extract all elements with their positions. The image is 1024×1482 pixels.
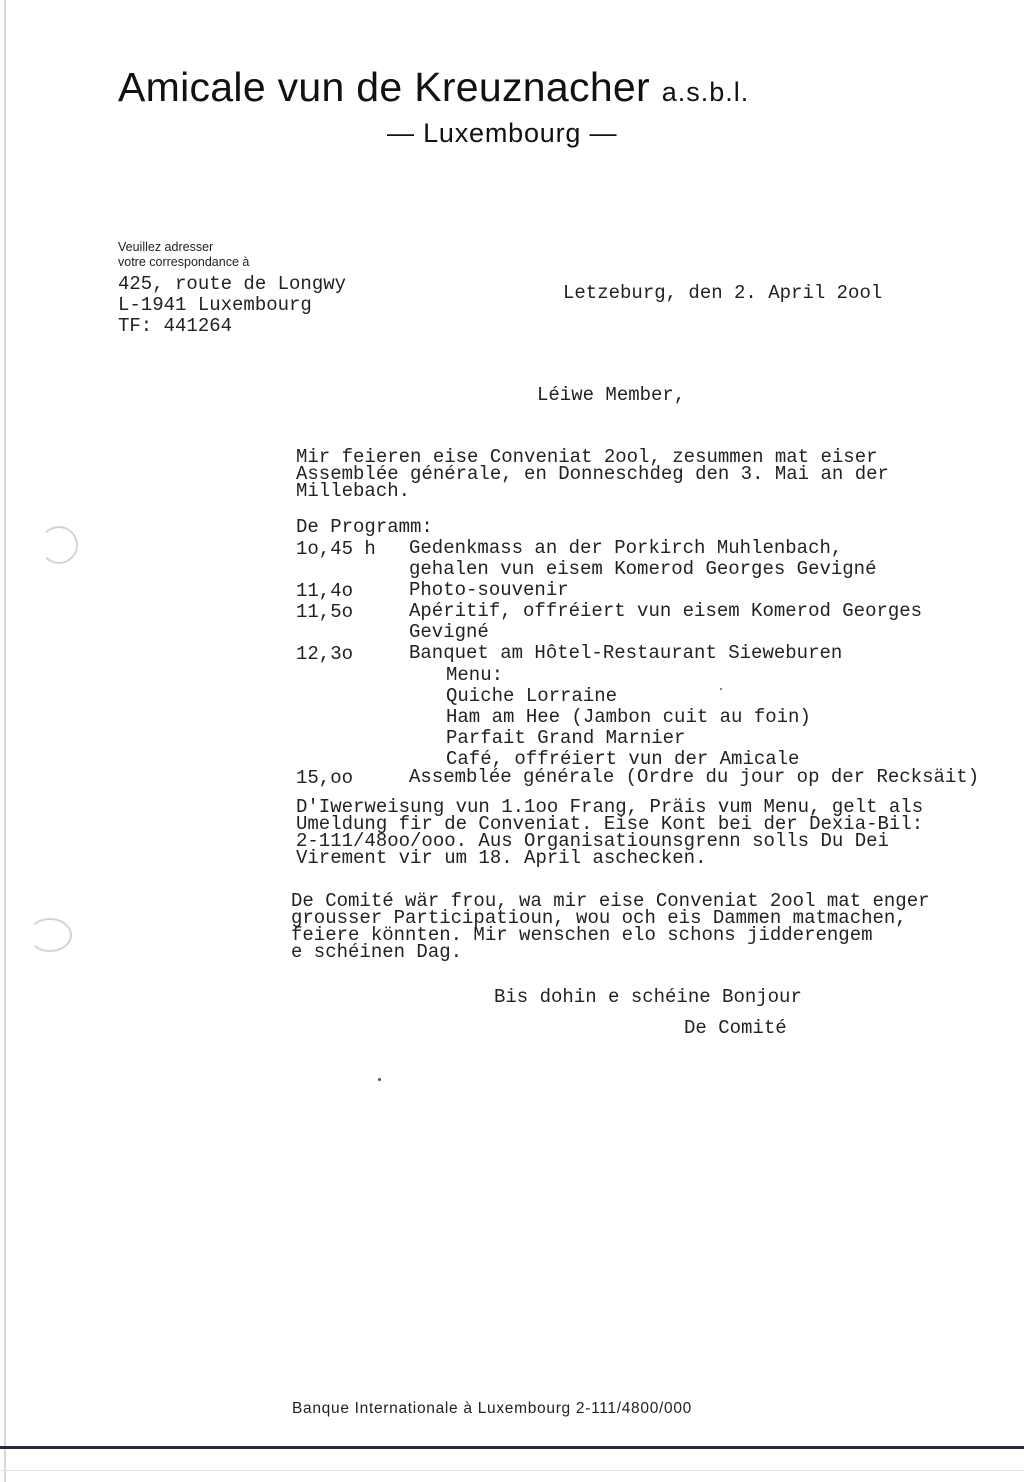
address-street: 425, route de Longwy	[118, 273, 347, 295]
sender-address	[118, 274, 346, 337]
paragraph-line: Umeldung fir de Conveniat. Eise Kont bei der Dexia-Bil:	[296, 813, 924, 835]
bank-footer: Banque Internationale à Luxembourg 2-111/4800/000	[292, 1400, 692, 1417]
page-edge-line	[4, 0, 6, 1482]
programme-time: 15,oo	[296, 767, 354, 789]
letter-date: Letzeburg, den 2. April 2ool	[563, 282, 883, 304]
menu-item: Ham am Hee (Jambon cuit au foin)	[446, 706, 811, 728]
paragraph-line: feiere könnten. Mir wenschen elo schons jidderengem	[291, 924, 873, 946]
org-name-text: Amicale vun de Kreuznacher	[118, 64, 650, 110]
programme-time: 12,3o	[296, 643, 354, 665]
event-line: Gevigné	[409, 621, 489, 643]
paragraph-line: Virement vir um 18. April aschecken.	[296, 847, 707, 869]
closing-paragraph	[291, 890, 930, 963]
correspondence-note	[118, 240, 249, 270]
punch-hole-mark	[40, 526, 78, 564]
event-line: Apéritif, offréiert vun eisem Komerod Georges	[409, 600, 923, 622]
event-line: Banquet am Hôtel-Restaurant Sieweburen	[409, 642, 843, 664]
punch-hole-mark	[28, 918, 72, 952]
event-line: Gedenkmass an der Porkirch Muhlenbach,	[409, 537, 843, 559]
paragraph-line: 2-111/48oo/ooo. Aus Organisatiounsgrenn solls Du Dei	[296, 830, 889, 852]
programme-event	[409, 538, 876, 580]
payment-paragraph	[296, 796, 924, 869]
scan-speck	[378, 1078, 381, 1081]
bottom-rule-faint	[0, 1470, 1024, 1471]
paragraph-line: D'Iwerweisung vun 1.1oo Frang, Präis vum Menu, gelt als	[296, 796, 924, 818]
letterhead-org-name	[118, 64, 749, 111]
farewell: Bis dohin e schéine Bonjour	[494, 986, 802, 1008]
paragraph-line: grousser Participatioun, wou och eis Dammen matmachen,	[291, 907, 907, 929]
event-line: Assemblée générale (Ordre du jour op der Recksäit)	[409, 767, 980, 788]
salutation: Léiwe Member,	[537, 384, 686, 406]
paragraph-line: De Comité wär frou, wa mir eise Conveniat 2ool mat enger	[291, 890, 930, 912]
menu-label: Menu:	[446, 664, 504, 686]
paragraph-line: Assemblée générale, en Donneschdeg den 3. Mai an der	[296, 463, 889, 485]
paragraph-line: Mir feieren eise Conveniat 2ool, zesummen mat eiser	[296, 446, 878, 468]
correspondence-note-line: Veuillez adresser	[118, 240, 214, 254]
signature: De Comité	[684, 1017, 787, 1039]
programme-time: 11,5o	[296, 601, 354, 623]
menu-item: Parfait Grand Marnier	[446, 727, 686, 749]
scan-speck	[720, 688, 722, 690]
programme-heading: De Programm:	[296, 516, 433, 538]
event-line: Photo-souvenir	[409, 579, 569, 601]
address-city: L-1941 Luxembourg	[118, 294, 312, 316]
paragraph-line: e schéinen Dag.	[291, 941, 463, 963]
programme-time: 11,4o	[296, 580, 354, 602]
org-suffix: a.s.b.l.	[661, 77, 750, 107]
programme-event	[409, 767, 1024, 788]
correspondence-note-line: votre correspondance à	[118, 255, 250, 269]
address-phone: TF: 441264	[118, 315, 233, 337]
programme-event	[409, 580, 569, 601]
programme-event	[409, 643, 842, 664]
intro-paragraph	[296, 446, 889, 502]
programme-time: 1o,45 h	[296, 538, 376, 560]
menu-item: Quiche Lorraine	[446, 685, 618, 707]
menu-item: Café, offréiert vun der Amicale	[446, 748, 800, 770]
programme-event	[409, 601, 922, 643]
paragraph-line: Millebach.	[296, 480, 411, 502]
bottom-rule	[0, 1446, 1024, 1449]
letterhead-city: — Luxembourg —	[387, 118, 618, 148]
event-line: gehalen vun eisem Komerod Georges Gevigné	[409, 558, 877, 580]
